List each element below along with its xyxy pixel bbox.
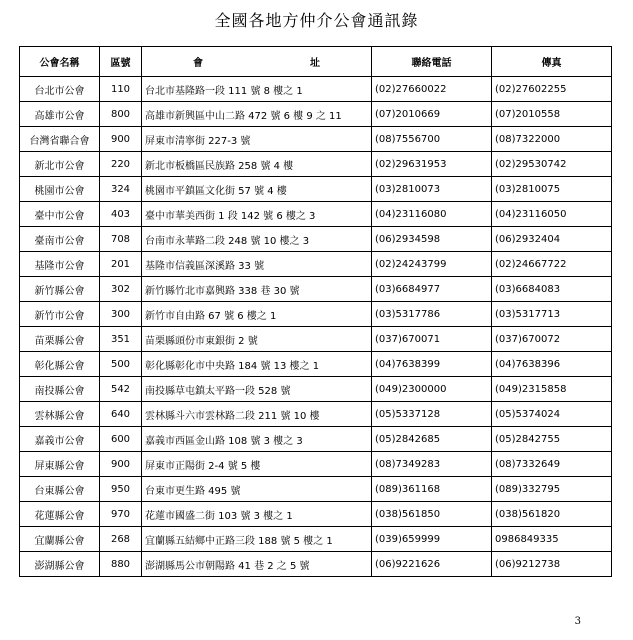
cell-code: 302 bbox=[100, 277, 142, 302]
cell-fax: (08)7322000 bbox=[492, 127, 612, 152]
cell-fax: (07)2010558 bbox=[492, 102, 612, 127]
cell-name: 澎湖縣公會 bbox=[20, 552, 100, 577]
cell-code: 324 bbox=[100, 177, 142, 202]
cell-code: 500 bbox=[100, 352, 142, 377]
cell-code: 300 bbox=[100, 302, 142, 327]
cell-address: 花蓮市國盛二街 103 號 3 樓之 1 bbox=[142, 502, 372, 527]
cell-code: 110 bbox=[100, 77, 142, 102]
cell-name: 苗栗縣公會 bbox=[20, 327, 100, 352]
cell-address: 新竹市自由路 67 號 6 樓之 1 bbox=[142, 302, 372, 327]
cell-name: 基隆市公會 bbox=[20, 252, 100, 277]
table-row bbox=[20, 302, 612, 327]
cell-address: 彰化縣彰化市中央路 184 號 13 樓之 1 bbox=[142, 352, 372, 377]
cell-address: 桃園市平鎮區文化街 57 號 4 樓 bbox=[142, 177, 372, 202]
cell-fax: (049)2315858 bbox=[492, 377, 612, 402]
table-row bbox=[20, 152, 612, 177]
cell-fax: (037)670072 bbox=[492, 327, 612, 352]
cell-address: 新北市板橋區民族路 258 號 4 樓 bbox=[142, 152, 372, 177]
cell-tel: (049)2300000 bbox=[372, 377, 492, 402]
cell-address: 南投縣草屯鎮太平路一段 528 號 bbox=[142, 377, 372, 402]
cell-code: 950 bbox=[100, 477, 142, 502]
cell-fax: (06)2932404 bbox=[492, 227, 612, 252]
cell-code: 201 bbox=[100, 252, 142, 277]
cell-tel: (06)9221626 bbox=[372, 552, 492, 577]
header-tel: 聯絡電話 bbox=[372, 47, 492, 77]
header-address bbox=[142, 47, 372, 77]
cell-name: 新竹市公會 bbox=[20, 302, 100, 327]
cell-name: 桃園市公會 bbox=[20, 177, 100, 202]
cell-fax: (08)7332649 bbox=[492, 452, 612, 477]
cell-fax: (038)561820 bbox=[492, 502, 612, 527]
cell-code: 900 bbox=[100, 127, 142, 152]
cell-address: 屏東市正陽街 2-4 號 5 樓 bbox=[142, 452, 372, 477]
table-row bbox=[20, 227, 612, 252]
cell-fax: 0986849335 bbox=[492, 527, 612, 552]
cell-tel: (03)5317786 bbox=[372, 302, 492, 327]
cell-code: 970 bbox=[100, 502, 142, 527]
cell-tel: (05)5337128 bbox=[372, 402, 492, 427]
cell-code: 900 bbox=[100, 452, 142, 477]
table-row bbox=[20, 402, 612, 427]
cell-tel: (037)670071 bbox=[372, 327, 492, 352]
cell-fax: (03)5317713 bbox=[492, 302, 612, 327]
header-address-left: 會 bbox=[193, 58, 203, 69]
cell-name: 嘉義市公會 bbox=[20, 427, 100, 452]
cell-tel: (039)659999 bbox=[372, 527, 492, 552]
cell-code: 640 bbox=[100, 402, 142, 427]
cell-fax: (05)5374024 bbox=[492, 402, 612, 427]
cell-address: 新竹縣竹北市嘉興路 338 巷 30 號 bbox=[142, 277, 372, 302]
table-row bbox=[20, 327, 612, 352]
cell-address: 臺中市華美西街 1 段 142 號 6 樓之 3 bbox=[142, 202, 372, 227]
cell-tel: (02)24243799 bbox=[372, 252, 492, 277]
cell-tel: (08)7556700 bbox=[372, 127, 492, 152]
cell-tel: (02)27660022 bbox=[372, 77, 492, 102]
cell-fax: (04)23116050 bbox=[492, 202, 612, 227]
cell-fax: (06)9212738 bbox=[492, 552, 612, 577]
table-row bbox=[20, 502, 612, 527]
cell-tel: (03)2810073 bbox=[372, 177, 492, 202]
table-row bbox=[20, 477, 612, 502]
cell-tel: (04)23116080 bbox=[372, 202, 492, 227]
cell-name: 高雄市公會 bbox=[20, 102, 100, 127]
table-row bbox=[20, 127, 612, 152]
cell-address: 台北市基隆路一段 111 號 8 樓之 1 bbox=[142, 77, 372, 102]
table-row bbox=[20, 277, 612, 302]
cell-address: 嘉義市西區金山路 108 號 3 樓之 3 bbox=[142, 427, 372, 452]
page-number: 3 bbox=[574, 616, 581, 627]
header-fax: 傳真 bbox=[492, 47, 612, 77]
cell-code: 708 bbox=[100, 227, 142, 252]
cell-name: 雲林縣公會 bbox=[20, 402, 100, 427]
cell-name: 宜蘭縣公會 bbox=[20, 527, 100, 552]
cell-address: 苗栗縣頭份市東銀街 2 號 bbox=[142, 327, 372, 352]
cell-fax: (03)2810075 bbox=[492, 177, 612, 202]
cell-tel: (038)561850 bbox=[372, 502, 492, 527]
cell-fax: (02)24667722 bbox=[492, 252, 612, 277]
cell-code: 542 bbox=[100, 377, 142, 402]
header-code: 區號 bbox=[100, 47, 142, 77]
cell-name: 台灣省聯合會 bbox=[20, 127, 100, 152]
table-header-row bbox=[20, 47, 612, 77]
table-row bbox=[20, 352, 612, 377]
table-row bbox=[20, 552, 612, 577]
cell-fax: (02)29530742 bbox=[492, 152, 612, 177]
header-address-right: 址 bbox=[310, 58, 320, 69]
cell-address: 澎湖縣馬公市朝陽路 41 巷 2 之 5 號 bbox=[142, 552, 372, 577]
cell-code: 220 bbox=[100, 152, 142, 177]
cell-code: 351 bbox=[100, 327, 142, 352]
cell-code: 800 bbox=[100, 102, 142, 127]
cell-code: 403 bbox=[100, 202, 142, 227]
table-row bbox=[20, 202, 612, 227]
cell-name: 南投縣公會 bbox=[20, 377, 100, 402]
table-row bbox=[20, 252, 612, 277]
cell-address: 宜蘭縣五結鄉中正路三段 188 號 5 樓之 1 bbox=[142, 527, 372, 552]
cell-address: 雲林縣斗六市雲林路二段 211 號 10 樓 bbox=[142, 402, 372, 427]
cell-name: 臺中市公會 bbox=[20, 202, 100, 227]
header-name: 公會名稱 bbox=[20, 47, 100, 77]
cell-name: 花蓮縣公會 bbox=[20, 502, 100, 527]
cell-name: 彰化縣公會 bbox=[20, 352, 100, 377]
cell-address: 台東市更生路 495 號 bbox=[142, 477, 372, 502]
cell-name: 屏東縣公會 bbox=[20, 452, 100, 477]
cell-tel: (05)2842685 bbox=[372, 427, 492, 452]
cell-tel: (06)2934598 bbox=[372, 227, 492, 252]
cell-name: 新竹縣公會 bbox=[20, 277, 100, 302]
table-row bbox=[20, 427, 612, 452]
cell-tel: (089)361168 bbox=[372, 477, 492, 502]
cell-fax: (03)6684083 bbox=[492, 277, 612, 302]
cell-tel: (04)7638399 bbox=[372, 352, 492, 377]
cell-address: 台南市永華路二段 248 號 10 樓之 3 bbox=[142, 227, 372, 252]
cell-address: 基隆市信義區深溪路 33 號 bbox=[142, 252, 372, 277]
page-title: 全國各地方仲介公會通訊錄 bbox=[214, 11, 419, 30]
table-row bbox=[20, 177, 612, 202]
cell-name: 台東縣公會 bbox=[20, 477, 100, 502]
cell-address: 屏東市清寧街 227-3 號 bbox=[142, 127, 372, 152]
cell-tel: (03)6684977 bbox=[372, 277, 492, 302]
cell-code: 600 bbox=[100, 427, 142, 452]
association-directory-table bbox=[19, 46, 612, 577]
cell-fax: (04)7638396 bbox=[492, 352, 612, 377]
table-row bbox=[20, 102, 612, 127]
table-row bbox=[20, 77, 612, 102]
cell-tel: (02)29631953 bbox=[372, 152, 492, 177]
cell-tel: (07)2010669 bbox=[372, 102, 492, 127]
table-row bbox=[20, 452, 612, 477]
cell-address: 高雄市新興區中山二路 472 號 6 樓 9 之 11 bbox=[142, 102, 372, 127]
cell-name: 新北市公會 bbox=[20, 152, 100, 177]
cell-tel: (08)7349283 bbox=[372, 452, 492, 477]
cell-fax: (05)2842755 bbox=[492, 427, 612, 452]
cell-fax: (02)27602255 bbox=[492, 77, 612, 102]
cell-fax: (089)332795 bbox=[492, 477, 612, 502]
cell-name: 臺南市公會 bbox=[20, 227, 100, 252]
cell-name: 台北市公會 bbox=[20, 77, 100, 102]
table-row bbox=[20, 527, 612, 552]
table-row bbox=[20, 377, 612, 402]
cell-code: 880 bbox=[100, 552, 142, 577]
cell-code: 268 bbox=[100, 527, 142, 552]
